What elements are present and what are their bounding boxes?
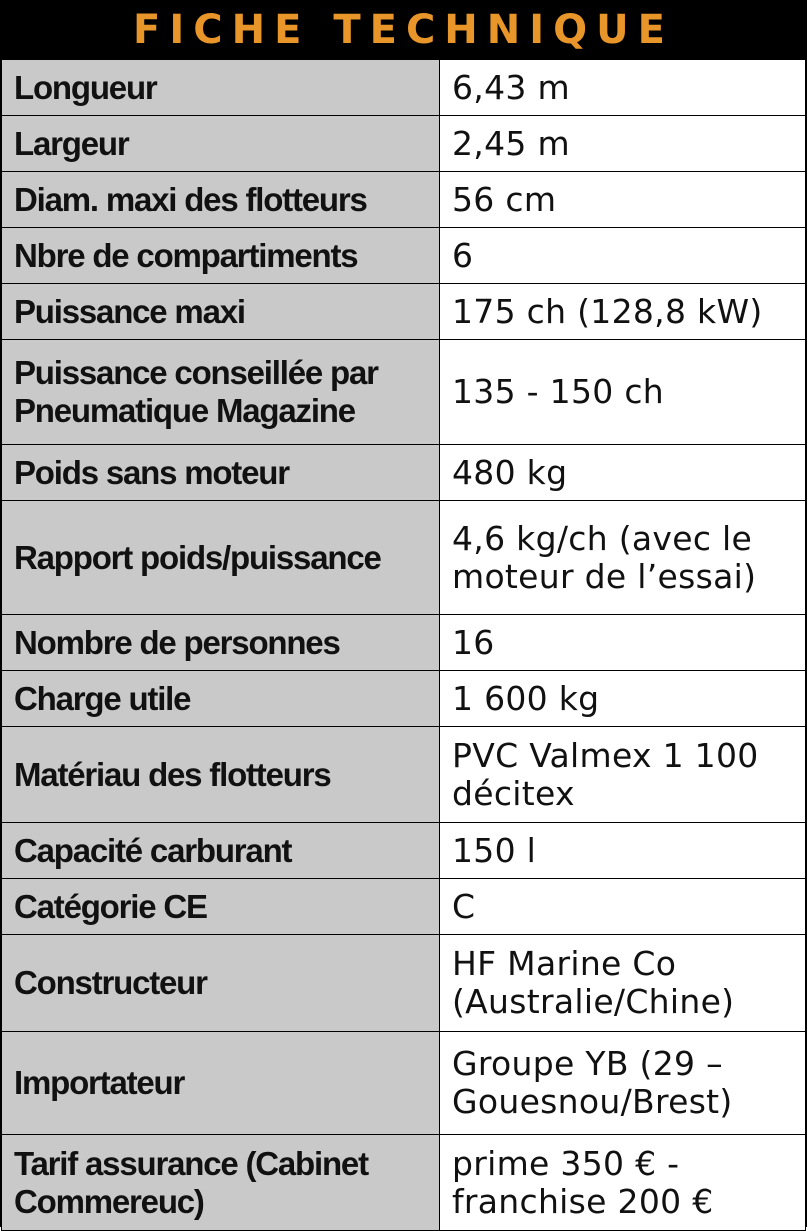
row-value: 4,6 kg/ch (avec le moteur de l’essai): [440, 501, 806, 615]
row-label: Catégorie CE: [2, 879, 440, 935]
row-label: Rapport poids/puissance: [2, 501, 440, 615]
table-row: [2, 727, 806, 823]
table-row: [2, 228, 806, 284]
row-label: Charge utile: [2, 671, 440, 727]
row-value: HF Marine Co (Australie/Chine): [440, 935, 806, 1032]
row-label: Poids sans moteur: [2, 445, 440, 501]
row-value: 150 l: [440, 823, 806, 879]
row-value: 1 600 kg: [440, 671, 806, 727]
table-row: [2, 284, 806, 340]
table-row: [2, 501, 806, 615]
row-value: 135 - 150 ch: [440, 340, 806, 445]
title-bar: [1, 1, 806, 59]
row-label: Capacité carburant: [2, 823, 440, 879]
row-value: Groupe YB (29 – Gouesnou/Brest): [440, 1032, 806, 1135]
table-row: [2, 60, 806, 116]
table-row: [2, 615, 806, 671]
row-value: C: [440, 879, 806, 935]
row-label: Constructeur: [2, 935, 440, 1032]
row-value: 6: [440, 228, 806, 284]
row-label: Longueur: [2, 60, 440, 116]
table-row: [2, 823, 806, 879]
row-label: Puissance maxi: [2, 284, 440, 340]
table-row: [2, 1032, 806, 1135]
row-label: Largeur: [2, 116, 440, 172]
row-label: Puissance conseillée par Pneumatique Magazine: [2, 340, 440, 445]
row-value: 480 kg: [440, 445, 806, 501]
row-value: prime 350 € - franchise 200 €: [440, 1135, 806, 1231]
page-title: FICHE TECHNIQUE: [133, 7, 674, 53]
row-value: 56 cm: [440, 172, 806, 228]
table-row: [2, 340, 806, 445]
table-row: [2, 116, 806, 172]
row-value: 16: [440, 615, 806, 671]
row-label: Matériau des flotteurs: [2, 727, 440, 823]
row-value: PVC Valmex 1 100 décitex: [440, 727, 806, 823]
table-row: [2, 935, 806, 1032]
table-row: [2, 172, 806, 228]
table-row: [2, 1135, 806, 1231]
row-label: Tarif assurance (Cabinet Commereuc): [2, 1135, 440, 1231]
row-value: 175 ch (128,8 kW): [440, 284, 806, 340]
row-label: Diam. maxi des flotteurs: [2, 172, 440, 228]
table-row: [2, 445, 806, 501]
row-value: 6,43 m: [440, 60, 806, 116]
table-row: [2, 879, 806, 935]
row-label: Importateur: [2, 1032, 440, 1135]
spec-table: [1, 59, 806, 1231]
row-value: 2,45 m: [440, 116, 806, 172]
row-label: Nbre de compartiments: [2, 228, 440, 284]
row-label: Nombre de personnes: [2, 615, 440, 671]
table-row: [2, 671, 806, 727]
